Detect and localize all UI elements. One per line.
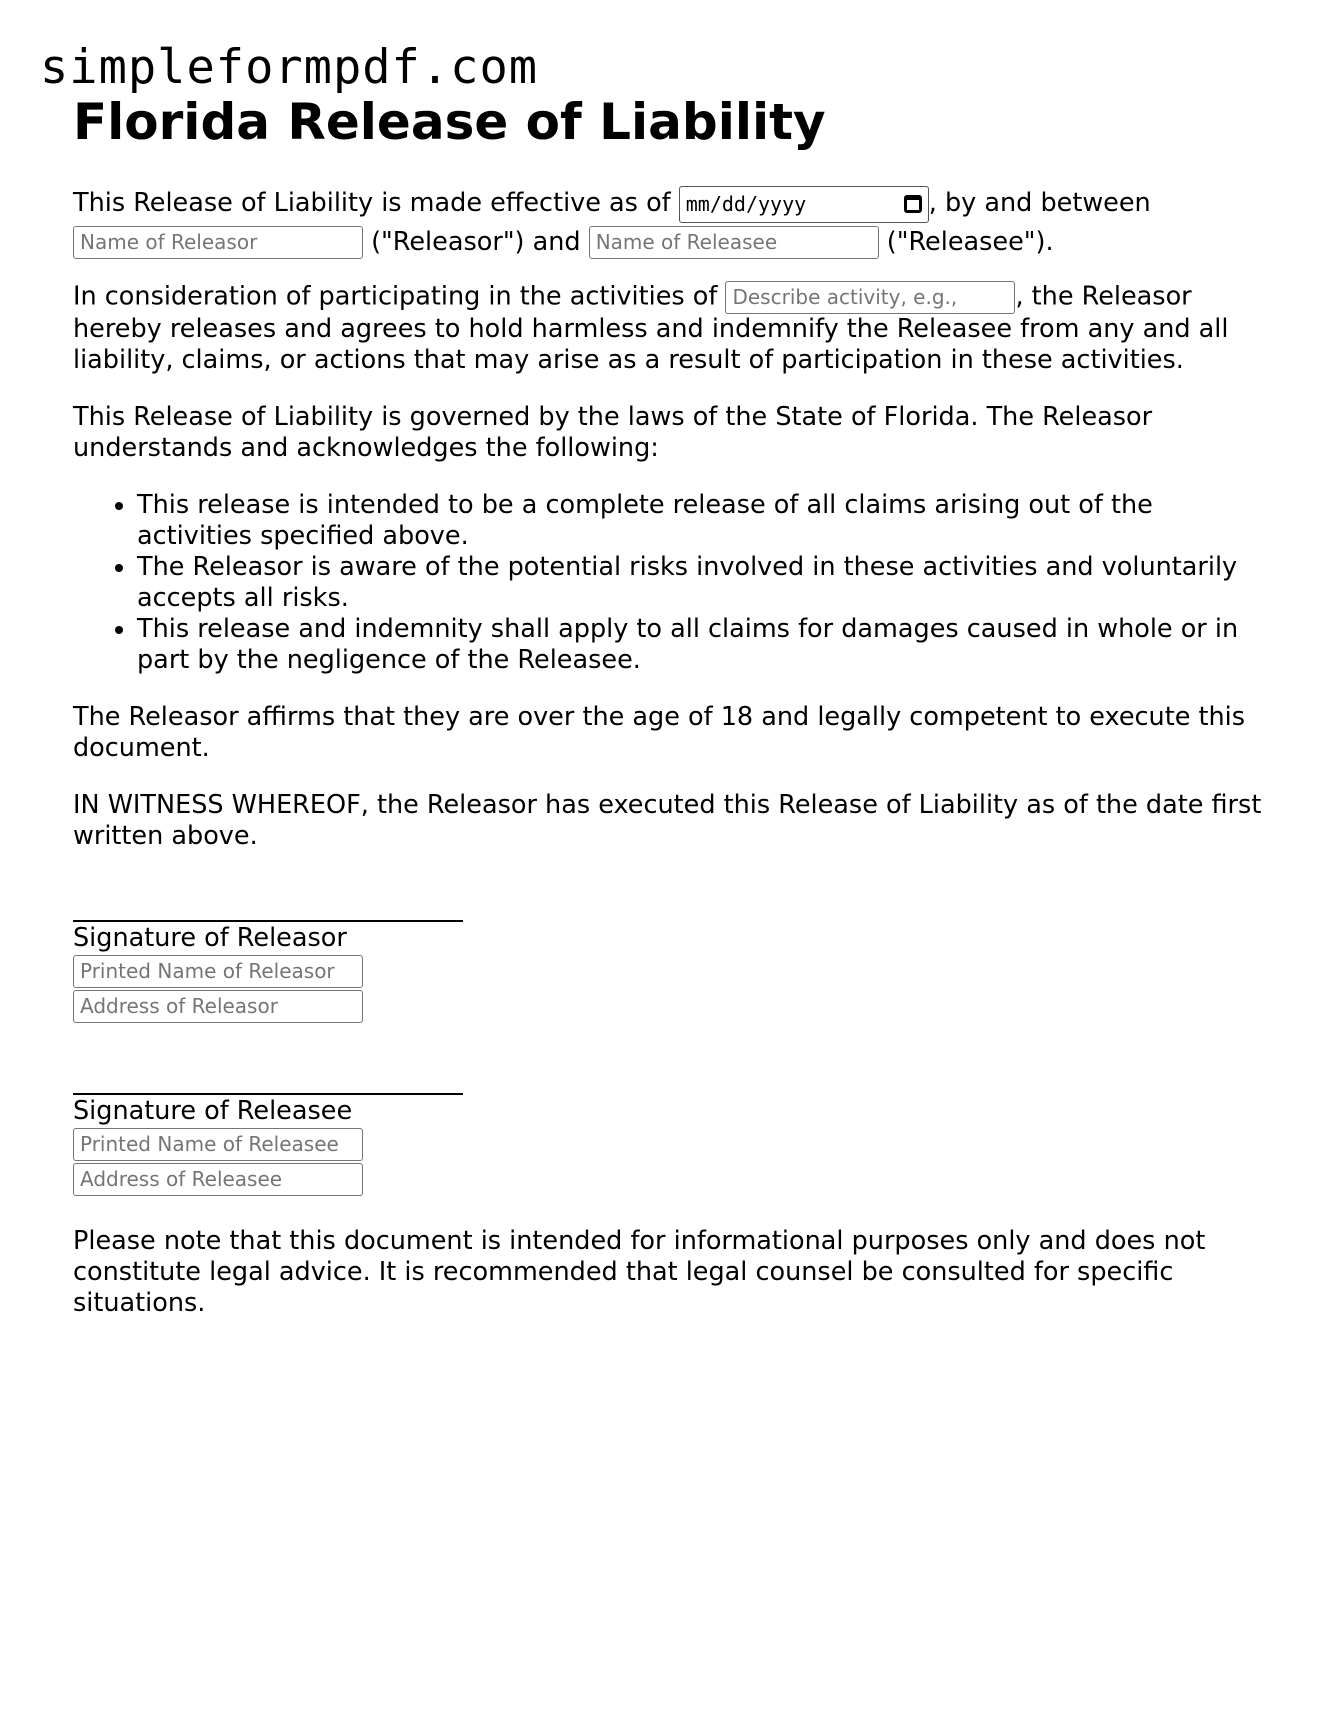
releasor-address-input[interactable]: Address of Releasor (73, 990, 363, 1023)
intro-text-4: ("Releasee"). (878, 226, 1054, 257)
activity-description-input[interactable]: Describe activity, e.g., (725, 281, 1015, 314)
intro-text-3: ("Releasor") and (363, 226, 589, 257)
intro-paragraph (73, 184, 1263, 261)
releasee-address-input[interactable]: Address of Releasee (73, 1163, 363, 1196)
releasor-printed-name-input[interactable]: Printed Name of Releasor (73, 955, 363, 988)
date-placeholder: mm/dd/yyyy (685, 192, 807, 216)
page-title: Florida Release of Liability (73, 93, 826, 151)
releasor-signature-line[interactable] (73, 892, 463, 922)
releasor-signature-label: Signature of Releasor (73, 922, 347, 953)
consideration-text-2: , the Releasor hereby releases and agrees to hold harmless and indemnify the Releasee from any and all liability, claims, or actions that may arise as a result of participation in these activities. (73, 281, 1229, 375)
governing-law-paragraph: This Release of Liability is governed by the laws of the State of Florida. The Releasor understands and acknowledges the following: (73, 401, 1153, 463)
releasee-signature-block (73, 1065, 1263, 1196)
affirmation-paragraph: The Releasor affirms that they are over the age of 18 and legally competent to execute this document. (73, 701, 1246, 763)
release-form (73, 90, 1263, 1345)
list-item: • The Releasor is aware of the potential risks involved in these activities and voluntarily accepts all risks. (137, 552, 1263, 614)
list-item: • This release is intended to be a complete release of all claims arising out of the activities specified above. (137, 490, 1263, 552)
intro-text-2: , by and between (928, 188, 1151, 218)
releasee-printed-name-input[interactable]: Printed Name of Releasee (73, 1128, 363, 1161)
releasee-signature-label: Signature of Releasee (73, 1095, 353, 1126)
witness-paragraph: IN WITNESS WHEREOF, the Releasor has executed this Release of Liability as of the date first written above. (73, 789, 1262, 851)
releasee-name-input[interactable]: Name of Releasee (589, 226, 879, 259)
consideration-paragraph (73, 281, 1263, 376)
releasor-name-input[interactable]: Name of Releasor (73, 226, 363, 259)
acknowledgement-list (73, 490, 1263, 676)
consideration-text-1: In consideration of participating in the activities of (73, 281, 718, 311)
releasee-signature-line[interactable] (73, 1065, 463, 1095)
site-watermark: simpleformpdf.com (40, 40, 539, 95)
releasor-signature-block (73, 892, 1263, 1023)
disclaimer-paragraph: Please note that this document is intended for informational purposes only and does not constitute legal advice. It is recommended that legal counsel be consulted for specific situations. (73, 1225, 1206, 1318)
intro-text-1: This Release of Liability is made effective as of (73, 188, 671, 218)
calendar-icon[interactable] (904, 195, 922, 213)
list-item: • This release and indemnity shall apply to all claims for damages caused in whole or in part by the negligence of the Releasee. (137, 614, 1263, 676)
effective-date-input[interactable] (679, 186, 929, 223)
